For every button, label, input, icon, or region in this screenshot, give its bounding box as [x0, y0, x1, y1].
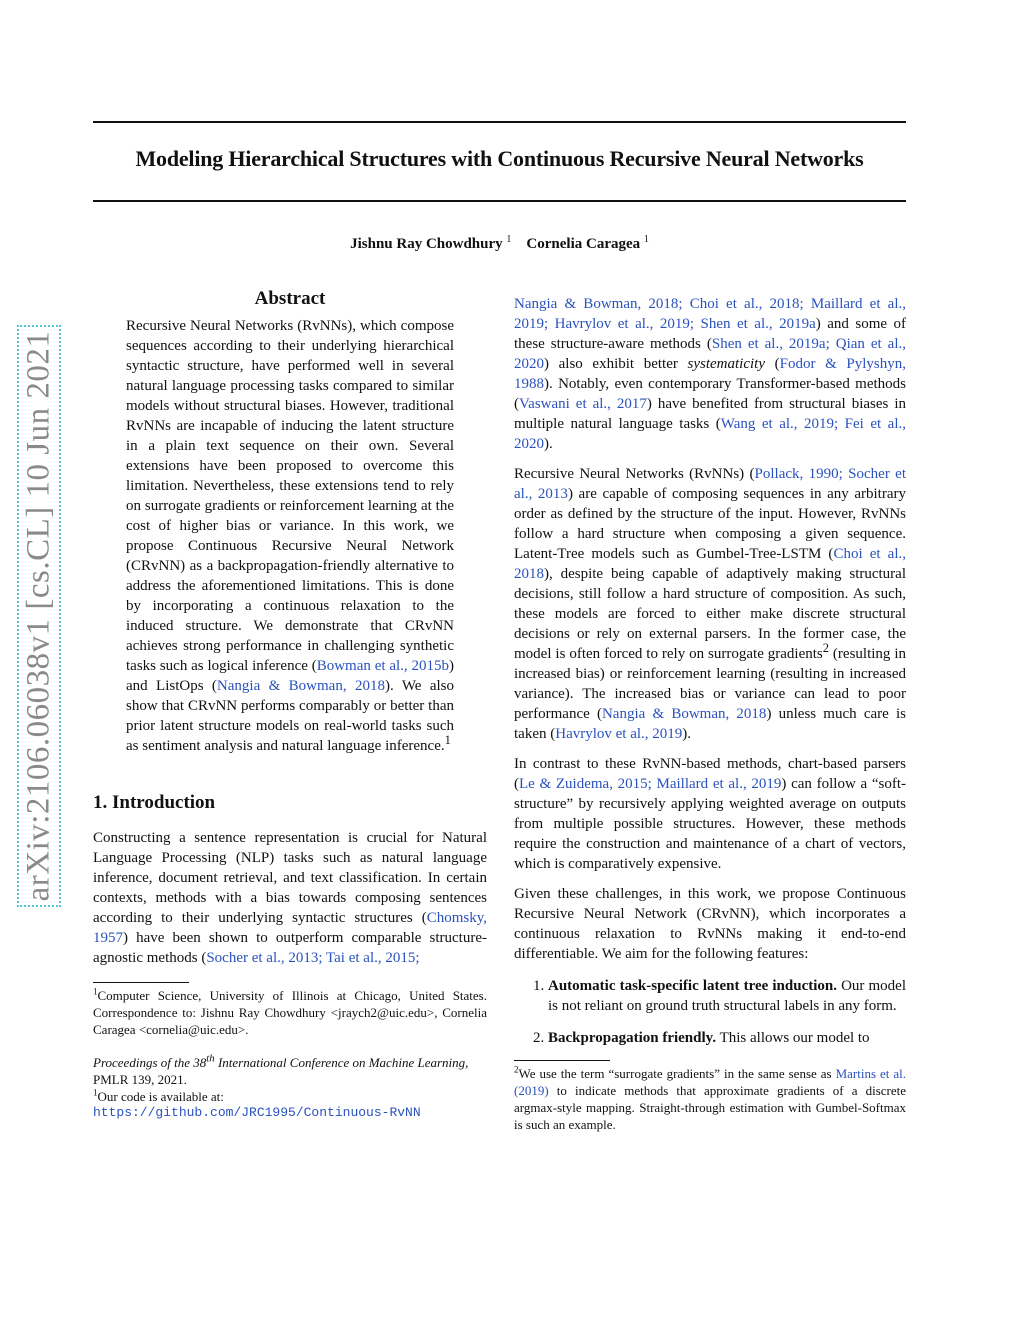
left-column [93, 288, 487, 1120]
citation-link[interactable]: Martins et al. (2019) [514, 1066, 906, 1098]
citation-link[interactable]: Shen et al., 2019a; Qian et al., 2020 [514, 336, 906, 372]
right-column [514, 294, 906, 1133]
affiliation-footnote: $^1$Computer Science, University of Illinois at Chicago, United States. Correspondence to: Jishnu Ray Chowdhury <jraych2@uic.edu>, Cornelia Caragea <cornelia@uic.edu>. [93, 986, 487, 1037]
code-footnote: $^1$Our code is available at: [93, 1087, 224, 1104]
author-name: Jishnu Ray Chowdhury [350, 236, 503, 252]
intro-paragraph-continued: Nangia & Bowman, 2018; Choi et al., 2018; Maillard et al., 2019; Havrylov et al., 2019; Shen et al., 2019a) and some of these structure-aware methods (Shen et al., 2019a; Qian et al., 2020) also exhibit better systematicity (Fodor & Pylyshyn, 1988). Notably, even contemporary Transformer-based methods (Vaswani et al., 2017) have benefited from structural biases in multiple natural language tasks (Wang et al., 2019; Fei et al., 2020). [514, 296, 907, 452]
author-list [93, 236, 906, 253]
citation-link[interactable]: Choi et al., 2018 [514, 546, 906, 582]
list-item: 1. Automatic task-specific latent tree induction. Our model is not reliant on ground truth structural labels in any form. [548, 976, 906, 1016]
footnote-divider [93, 982, 189, 983]
surrogate-gradient-footnote: $^2$We use the term “surrogate gradients” in the same sense as Martins et al. (2019) to indicate methods that approximate gradients of a discrete argmax-style mapping. Straight-through estimation with Gumbel-Softmax is such an example. [514, 1064, 906, 1132]
rvnn-paragraph: Recursive Neural Networks (RvNNs) (Pollack, 1990; Socher et al., 2013) are capable of composing sequences in any arbitrary order as defined by the structure of the input. However, RvNNs follow a hard structure when composing a given sequence. Latent-Tree models such as Gumbel-Tree-LSTM (Choi et al., 2018), despite being capable of adaptively making structural decisions, still follow a hard structure of composition. As such, these models are forced to either make discrete structural decisions or rely on external parsers. In the former case, the model is often forced to rely on surrogate gradients$^2$ (resulting in increased bias) or reinforcement learning (resulting in increased variance). The increased bias or variance can lead to poor performance (Nangia & Bowman, 2018) unless much care is taken (Havrylov et al., 2019). [514, 466, 907, 742]
chart-parser-paragraph: In contrast to these RvNN-based methods, chart-based parsers (Le & Zuidema, 2015; Maillard et al., 2019) can follow a “soft-structure” by recursively applying weighted average on outputs from multiple possible structures. However, these methods require the construction and maintenance of a chart of vectors, which is comparatively expensive. [514, 756, 906, 872]
author-name: Cornelia Caragea [526, 236, 641, 252]
citation-link[interactable]: Pollack, 1990; Socher et al., 2013 [514, 466, 907, 502]
proposal-paragraph: Given these challenges, in this work, we propose Continuous Recursive Neural Network (CRvNN), which incorporates a continuous relaxation to RvNNs making it end-to-end differentiable. We aim for the following features: [514, 886, 906, 962]
paper-title: Modeling Hierarchical Structures with Continuous Recursive Neural Networks [135, 146, 864, 171]
title-rule-top [93, 121, 906, 123]
citation-link[interactable]: Nangia & Bowman, 2018 [216, 678, 385, 694]
citation-link[interactable]: Chomsky, 1957 [93, 910, 487, 946]
intro-paragraph: Constructing a sentence representation is crucial for Natural Language Processing (NLP) tasks such as natural language inference, document retrieval, and text classification. In certain contexts, methods with a bias towards composing sentences according to their underlying syntactic structures (Chomsky, 1957) have been shown to outperform comparable structure-agnostic methods (Socher et al., 2013; Tai et al., 2015; [93, 830, 487, 966]
code-url-link[interactable]: https://github.com/JRC1995/Continuous-RvNN [93, 1105, 421, 1120]
feature-list [514, 976, 906, 1048]
citation-link[interactable]: Nangia & Bowman, 2018 [601, 706, 767, 722]
footnote-mark: 2 [822, 641, 830, 655]
author-affiliation-mark: 1 [506, 234, 512, 245]
citation-link[interactable]: Socher et al., 2013; Tai et al., 2015; [206, 950, 420, 966]
arxiv-stamp[interactable] [17, 325, 61, 907]
citation-link[interactable]: Bowman et al., 2015b [316, 658, 449, 674]
list-item: 2. Backpropagation friendly. This allows our model to [548, 1028, 906, 1048]
citation-link[interactable]: Nangia & Bowman, 2018; Choi et al., 2018; Maillard et al., 2019; Havrylov et al., 2019; Shen et al., 2019a [514, 296, 906, 332]
proceedings-note: Proceedings of the 38th International Conference on Machine Learning, PMLR 139, 2021. [93, 1052, 469, 1087]
title-rule-bottom [93, 200, 906, 202]
citation-link[interactable]: Havrylov et al., 2019 [555, 726, 683, 742]
arxiv-stamp-text: arXiv:2106.06038v1 [cs.CL] 10 Jun 2021 [20, 330, 57, 902]
citation-link[interactable]: Fodor & Pylyshyn, 1988 [514, 356, 906, 392]
citation-link[interactable]: Vaswani et al., 2017 [519, 396, 647, 412]
citation-link[interactable]: Wang et al., 2019; Fei et al., 2020 [514, 416, 906, 452]
footnote-mark: 1 [444, 733, 451, 747]
section-heading-introduction: 1. Introduction [93, 792, 216, 813]
abstract-heading: Abstract [254, 288, 326, 309]
author-affiliation-mark: 1 [643, 234, 649, 245]
citation-link[interactable]: Le & Zuidema, 2015; Maillard et al., 2019 [519, 776, 782, 792]
abstract-body: Recursive Neural Networks (RvNNs), which compose sequences according to their underlying hierarchical syntactic structure, have performed well in several natural language processing tasks compared to similar models without structural biases. However, traditional RvNNs are incapable of inducing the latent structure in a plain text sequence on their own. Several extensions have been proposed to overcome this limitation. Nevertheless, these extensions tend to rely on surrogate gradients or reinforcement learning at the cost of higher bias or variance. In this work, we propose Continuous Recursive Neural Network (CRvNN) as a backpropagation-friendly alternative to address the aforementioned limitations. This is done by incorporating a continuous relaxation to the induced structure. We demonstrate that CRvNN achieves strong performance in challenging synthetic tasks such as logical inference (Bowman et al., 2015b) and ListOps (Nangia & Bowman, 2018). We also show that CRvNN performs comparably or better than prior latent structure models on real-world tasks such as sentiment analysis and natural language inference.$^1$ [126, 318, 454, 754]
footnote-divider [514, 1060, 610, 1061]
